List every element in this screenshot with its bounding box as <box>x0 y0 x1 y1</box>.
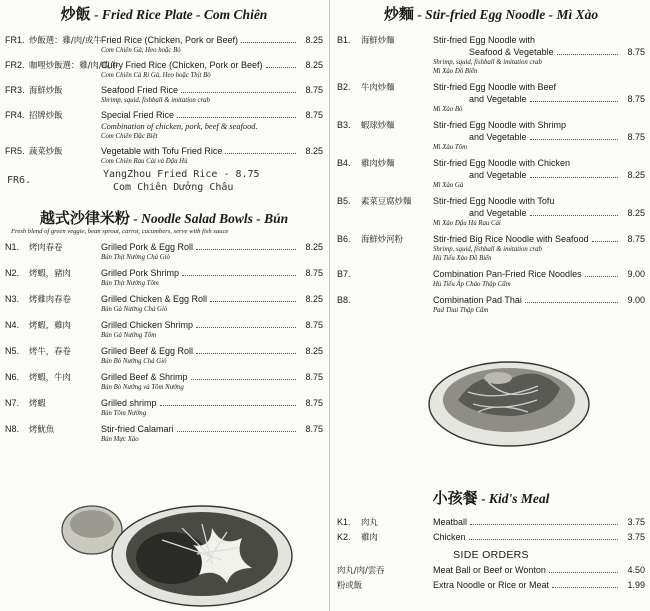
item-code: B8. <box>337 295 351 305</box>
item-vietnamese-name: Mì Xào Đồ Biển <box>433 68 478 75</box>
item-body <box>433 564 645 576</box>
item-note: Shrimp, squid, fishball & imitation crab <box>433 59 542 66</box>
item-vietnamese-name: Bún Gà Nướng Tôm <box>101 332 157 339</box>
item-name: Stir-fried Egg Noodle with Chicken <box>433 158 571 168</box>
item-vietnamese-name: Com Chiên Gà, Heo hoặc Bò <box>101 47 181 54</box>
menu-item <box>337 157 645 190</box>
dot-leader <box>592 241 618 242</box>
item-code: FR4. <box>5 110 25 120</box>
handwritten-line-2: Com Chiên Dưởng Châu <box>113 182 234 193</box>
item-name: Grilled Pork Shrimp <box>101 268 180 278</box>
item-body <box>433 531 645 543</box>
item-line <box>101 371 323 383</box>
item-chinese-name <box>361 268 433 289</box>
item-name: Vegetable with Tofu Fried Rice <box>101 146 223 156</box>
item-price: 8.75 <box>305 110 323 120</box>
menu-item <box>5 345 323 366</box>
item-vietnamese-name: Bún Mực Xào <box>101 436 139 443</box>
item-code: B1. <box>337 35 351 45</box>
menu-item <box>5 59 323 80</box>
item-line <box>433 46 645 58</box>
item-vietnamese-name: Bún Tôm Nướng <box>101 410 147 417</box>
item-code: N8. <box>5 424 20 434</box>
item-line <box>101 59 323 71</box>
item-price: 8.25 <box>305 242 323 252</box>
dot-leader <box>549 572 618 573</box>
egg-noodle-list <box>337 34 645 315</box>
dot-leader <box>177 431 296 432</box>
item-chinese-name: 烤蝦，雞肉 <box>29 320 71 330</box>
dot-leader <box>191 379 296 380</box>
item-body <box>101 267 323 288</box>
item-chinese-name: 炒飯選：雞/肉/或牛 <box>29 35 102 45</box>
item-chinese-name: 牛肉炒麵 <box>361 82 395 92</box>
item-code: B5. <box>337 196 351 206</box>
menu-item <box>5 241 323 262</box>
item-body <box>433 81 645 114</box>
item-name: Combination Pan-Fried Rice Noodles <box>433 269 582 279</box>
item-line <box>433 34 645 46</box>
item-vietnamese-name: Shrimp, squid, fishball & imitation crab <box>101 97 210 104</box>
item-code: FR5. <box>5 146 25 156</box>
item-description: Combination of chicken, pork, beef & seafood. <box>101 122 258 131</box>
item-price: 8.75 <box>627 234 645 244</box>
item-chinese-name: 烤雞肉春卷 <box>29 294 71 304</box>
item-body <box>433 119 645 152</box>
item-name: Grilled Pork & Egg Roll <box>101 242 194 252</box>
item-code: FR2. <box>5 60 25 70</box>
item-body <box>101 84 323 105</box>
item-line <box>101 293 323 305</box>
dot-leader <box>160 405 296 406</box>
item-line <box>433 195 645 207</box>
item-line <box>433 81 645 93</box>
noodle-salad-photo <box>62 488 294 608</box>
dot-leader <box>585 276 618 277</box>
item-line <box>101 34 323 46</box>
item-vietnamese-name: Mì Xào Tôm <box>433 144 467 151</box>
handwritten-line-1: YangZhou Fried Rice - 8.75 <box>103 169 260 180</box>
menu-item <box>5 84 323 105</box>
item-name: Stir-fried Egg Noodle with Tofu <box>433 196 555 206</box>
item-code: FR3. <box>5 85 25 95</box>
item-line <box>433 93 645 105</box>
item-price: 8.25 <box>305 146 323 156</box>
item-chinese-name: 咖哩炒飯選：雞/肉/或牛 <box>29 60 119 70</box>
item-body <box>433 579 645 591</box>
item-price: 9.00 <box>627 295 645 305</box>
item-body <box>101 345 323 366</box>
menu-item <box>337 34 645 76</box>
item-vietnamese-name: Mì Xào Bò <box>433 106 463 113</box>
dot-leader <box>552 587 618 588</box>
item-code: N7. <box>5 398 20 408</box>
item-code: N6. <box>5 372 20 382</box>
item-chinese-name: 烤牛，春卷 <box>29 346 71 356</box>
item-body <box>433 157 645 190</box>
item-line <box>433 233 645 245</box>
item-chinese-name: 粉或飯 <box>337 580 363 590</box>
right-column <box>337 4 645 320</box>
handwritten-note <box>5 170 323 208</box>
kids-meal-list <box>337 516 645 543</box>
item-chinese-name: 烤蝦，牛肉 <box>29 372 71 382</box>
item-name: Seafood Fried Rice <box>101 85 179 95</box>
egg-noodle-heading: 炒麵 - Stir-fried Egg Noodle - Mì Xào <box>383 5 599 23</box>
item-line <box>433 157 645 169</box>
item-price: 3.75 <box>627 532 645 542</box>
item-name: Extra Noodle or Rice or Meat <box>433 580 550 590</box>
item-body <box>433 294 645 315</box>
item-price: 8.75 <box>627 132 645 142</box>
item-line <box>101 84 323 96</box>
item-vietnamese-name: Pad Thai Thập Cẩm <box>433 307 489 314</box>
item-price: 8.75 <box>305 398 323 408</box>
dot-leader <box>241 42 296 43</box>
menu-item <box>5 423 323 444</box>
item-price: 8.25 <box>305 35 323 45</box>
item-body <box>101 59 323 80</box>
noodle-salad-heading: 越式沙律米粉 - Noodle Salad Bowls - Bún <box>39 209 289 227</box>
item-price: 8.75 <box>305 424 323 434</box>
item-line <box>433 131 645 143</box>
menu-item <box>337 233 645 263</box>
item-name: Curry Fried Rice (Chicken, Pork or Beef) <box>101 60 263 70</box>
menu-item <box>5 34 323 55</box>
item-body <box>433 34 645 76</box>
item-chinese-name: 烤肉春卷 <box>29 242 63 252</box>
item-line <box>433 579 645 591</box>
item-name: Stir-fried Egg Noodle with Shrimp <box>433 120 567 130</box>
dot-leader <box>196 353 296 354</box>
item-chinese-name: 海鮮炒飯 <box>29 85 63 95</box>
menu-item <box>5 109 323 141</box>
item-vietnamese-name: Bún Bò Nướng Chả Giò <box>101 358 167 365</box>
item-name: Grilled Chicken Shrimp <box>101 320 194 330</box>
item-body <box>433 268 645 289</box>
fried-rice-heading: 炒飯 - Fried Rice Plate - Com Chiên <box>60 5 268 23</box>
item-body <box>101 397 323 418</box>
item-chinese-name: 肉丸/肉/雲吞 <box>337 565 385 575</box>
dot-leader <box>196 249 296 250</box>
item-chinese-name: 肉丸 <box>361 517 378 527</box>
item-body <box>101 319 323 340</box>
item-line <box>433 169 645 181</box>
item-code: N1. <box>5 242 20 252</box>
item-vietnamese-name: Bún Thịt Nướng Tôm <box>101 280 159 287</box>
item-name: Combination Pad Thai <box>433 295 522 305</box>
item-vietnamese-name: Com Chiên Rau Cải và Đậu Hủ <box>101 158 188 165</box>
item-code: B2. <box>337 82 351 92</box>
side-orders-list <box>337 564 645 591</box>
dot-leader <box>530 215 618 216</box>
item-name: Meatball <box>433 517 468 527</box>
item-line <box>101 319 323 331</box>
item-chinese-name: 素菜豆腐炒麵 <box>361 196 412 206</box>
item-body <box>101 241 323 262</box>
item-name: Grilled Beef & Egg Roll <box>101 346 194 356</box>
item-price: 3.75 <box>627 517 645 527</box>
item-code: N2. <box>5 268 20 278</box>
kids-meal-section <box>337 488 645 594</box>
item-body <box>101 145 323 166</box>
menu-item <box>5 371 323 392</box>
item-chinese-name: 雞肉 <box>361 532 378 542</box>
item-name: Fried Rice (Chicken, Pork or Beef) <box>101 35 239 45</box>
item-line <box>101 397 323 409</box>
item-body <box>101 109 323 141</box>
item-price: 8.75 <box>305 268 323 278</box>
item-body <box>101 293 323 314</box>
item-chinese-name: 烤蝦 <box>29 398 46 408</box>
item-name: Special Fried Rice <box>101 110 175 120</box>
item-line <box>433 516 645 528</box>
item-name: and Vegetable <box>469 170 527 180</box>
item-vietnamese-name: Com Chiên Đặc Biệt <box>101 133 158 140</box>
dot-leader <box>557 54 618 55</box>
menu-item <box>337 531 645 543</box>
item-price: 8.75 <box>305 320 323 330</box>
dot-leader <box>177 117 296 118</box>
item-vietnamese-name: Mì Xào Gà <box>433 182 464 189</box>
menu-item <box>337 294 645 315</box>
item-vietnamese-name: Hủ Tiếu Áp Chảo Thập Cẩm <box>433 281 511 288</box>
noodle-salad-list <box>5 241 323 444</box>
item-note: Shrimp, squid, fishball & imitation crab <box>433 246 542 253</box>
item-line <box>101 423 323 435</box>
item-chinese-name: 雞肉炒麵 <box>361 158 395 168</box>
item-line <box>101 109 323 121</box>
item-body <box>433 516 645 528</box>
item-price: 8.25 <box>627 208 645 218</box>
kids-meal-heading: 小孩餐 - Kid's Meal <box>432 489 550 507</box>
item-name: Grilled shrimp <box>101 398 157 408</box>
item-price: 8.25 <box>305 60 323 70</box>
item-name: Stir-fried Egg Noodle with <box>433 35 536 45</box>
item-line <box>433 207 645 219</box>
item-line <box>433 531 645 543</box>
item-line <box>101 241 323 253</box>
item-vietnamese-name: Bún Thịt Nướng Chả Giò <box>101 254 170 261</box>
item-name: Grilled Beef & Shrimp <box>101 372 188 382</box>
menu-item <box>5 145 323 166</box>
item-code: FR1. <box>5 35 25 45</box>
item-code: B3. <box>337 120 351 130</box>
dot-leader <box>210 301 296 302</box>
item-name: Seafood & Vegetable <box>469 47 554 57</box>
dot-leader <box>470 524 618 525</box>
item-chinese-name: 烤魷魚 <box>29 424 55 434</box>
item-code: N5. <box>5 346 20 356</box>
item-chinese-name: 招牌炒飯 <box>29 110 63 120</box>
item-vietnamese-name: Bún Gà Nướng Chả Giò <box>101 306 168 313</box>
item-chinese-name: 蝦球炒麵 <box>361 120 395 130</box>
item-name: Chicken <box>433 532 466 542</box>
item-chinese-name <box>361 294 433 315</box>
item-body <box>433 233 645 263</box>
menu-item <box>337 268 645 289</box>
item-price: 8.75 <box>305 372 323 382</box>
dot-leader <box>225 153 296 154</box>
item-name: Stir-fried Big Rice Noodle with Seafood <box>433 234 589 244</box>
dot-leader <box>530 139 618 140</box>
item-line <box>433 294 645 306</box>
menu-item <box>5 267 323 288</box>
column-divider <box>329 0 330 611</box>
item-price: 8.75 <box>627 94 645 104</box>
item-chinese-name: 烤蝦，豬肉 <box>29 268 71 278</box>
item-price: 4.50 <box>627 565 645 575</box>
menu-item <box>5 293 323 314</box>
egg-noodle-photo <box>428 352 590 450</box>
dot-leader <box>266 67 296 68</box>
item-code: B6. <box>337 234 351 244</box>
item-name: and Vegetable <box>469 132 527 142</box>
item-price: 8.25 <box>305 346 323 356</box>
item-name: Meat Ball or Beef or Wonton <box>433 565 546 575</box>
menu-item <box>337 516 645 528</box>
item-name: and Vegetable <box>469 94 527 104</box>
noodle-salad-subtitle: Fresh blend of green veggie, bean sprout, carrot, cucumbers, serve with fish sauce <box>11 228 229 235</box>
item-line <box>101 145 323 157</box>
dot-leader <box>469 539 618 540</box>
item-line <box>101 267 323 279</box>
dot-leader <box>530 177 618 178</box>
side-order-item <box>337 579 645 591</box>
item-vietnamese-name: Hủ Tiếu Xào Đồ Biển <box>433 255 492 262</box>
dot-leader <box>182 275 296 276</box>
item-body <box>433 195 645 228</box>
item-line <box>433 119 645 131</box>
item-line <box>101 345 323 357</box>
item-price: 1.99 <box>627 580 645 590</box>
item-code: B4. <box>337 158 351 168</box>
menu-item <box>337 195 645 228</box>
item-name: and Vegetable <box>469 208 527 218</box>
menu-item <box>337 81 645 114</box>
item-line <box>433 564 645 576</box>
item-price: 8.25 <box>627 170 645 180</box>
item-vietnamese-name: Mì Xào Đậu Hủ Rau Cải <box>433 220 501 227</box>
item-code: K1. <box>337 517 351 527</box>
handwritten-code: FR6. <box>7 175 32 186</box>
item-body <box>101 34 323 55</box>
item-chinese-name: 海鮮炒河粉 <box>361 234 403 244</box>
menu-item <box>337 119 645 152</box>
item-price: 8.25 <box>305 294 323 304</box>
item-name: Stir-fried Egg Noodle with Beef <box>433 82 557 92</box>
item-price: 9.00 <box>627 269 645 279</box>
item-code: B7. <box>337 269 351 279</box>
dot-leader <box>196 327 296 328</box>
item-price: 8.75 <box>627 47 645 57</box>
dot-leader <box>181 92 296 93</box>
side-order-item <box>337 564 645 576</box>
item-chinese-name: 蔬菜炒飯 <box>29 146 63 156</box>
item-price: 8.75 <box>305 85 323 95</box>
menu-item <box>5 397 323 418</box>
dot-leader <box>530 101 618 102</box>
item-chinese-name: 海鮮炒麵 <box>361 35 395 45</box>
dot-leader <box>525 302 618 303</box>
item-code: N3. <box>5 294 20 304</box>
left-column <box>5 4 323 449</box>
item-body <box>101 423 323 444</box>
item-name: Grilled Chicken & Egg Roll <box>101 294 208 304</box>
item-vietnamese-name: Bún Bò Nướng và Tôm Nướng <box>101 384 184 391</box>
item-line <box>433 268 645 280</box>
item-body <box>101 371 323 392</box>
menu-item <box>5 319 323 340</box>
item-name: Stir-fried Calamari <box>101 424 174 434</box>
item-vietnamese-name: Com Chiên Cà Ri Gà, Heo hoặc Thịt Bò <box>101 72 211 79</box>
side-orders-heading: SIDE ORDERS <box>453 549 529 561</box>
item-code: N4. <box>5 320 20 330</box>
item-code: K2. <box>337 532 351 542</box>
fried-rice-list <box>5 34 323 166</box>
